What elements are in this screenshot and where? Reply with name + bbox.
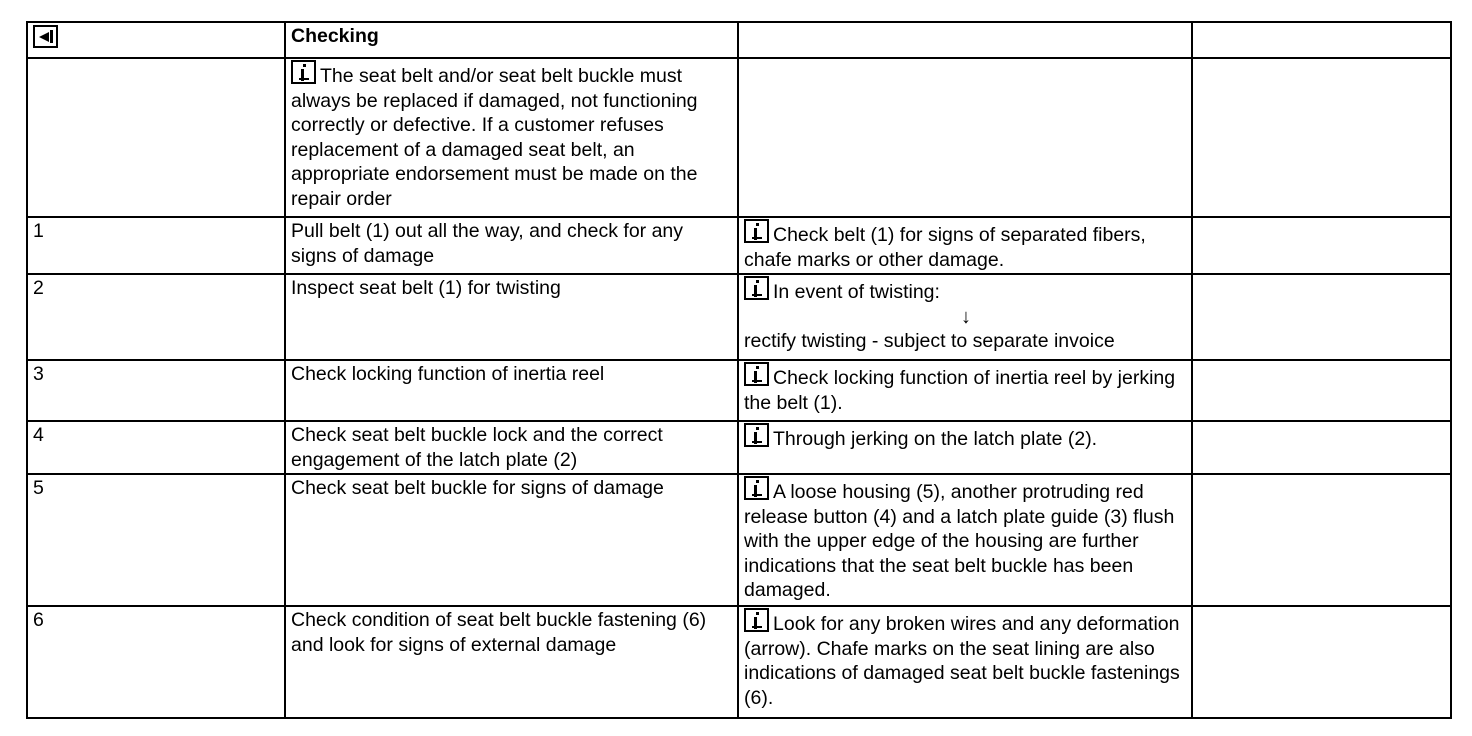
info-text: Check locking function of inertia reel by jerking the belt (1). bbox=[744, 367, 1176, 414]
info-cell bbox=[738, 274, 1192, 360]
info-text: Look for any broken wires and any deformation (arrow). Chafe marks on the seat lining are also indications of damaged seat belt buckle fastenings (6). bbox=[744, 613, 1180, 709]
info-text: Through jerking on the latch plate (2). bbox=[773, 428, 1098, 450]
step-number: 1 bbox=[27, 217, 285, 274]
info-cell bbox=[738, 217, 1192, 274]
empty-cell bbox=[1192, 421, 1451, 474]
info-cell bbox=[738, 360, 1192, 421]
table-row bbox=[27, 606, 1451, 718]
table-row bbox=[27, 217, 1451, 274]
info-icon bbox=[744, 423, 769, 447]
info-text: A loose housing (5), another protruding red release button (4) and a latch plate guide (3) flush with the upper edge of the housing are further indications that the seat belt buckle has been damaged. bbox=[744, 481, 1175, 601]
action-text: Inspect seat belt (1) for twisting bbox=[285, 274, 738, 360]
step-number: 6 bbox=[27, 606, 285, 718]
step-number: 2 bbox=[27, 274, 285, 360]
info-icon bbox=[744, 476, 769, 500]
info-icon bbox=[744, 608, 769, 632]
info-icon bbox=[744, 276, 769, 300]
action-text: Check condition of seat belt buckle fastening (6) and look for signs of external damage bbox=[285, 606, 738, 718]
header-row bbox=[27, 22, 1451, 58]
empty-cell bbox=[1192, 360, 1451, 421]
action-text: Check seat belt buckle for signs of damage bbox=[285, 474, 738, 606]
action-text: Check locking function of inertia reel bbox=[285, 360, 738, 421]
empty-cell bbox=[738, 58, 1192, 217]
result-text: rectify twisting - subject to separate invoice bbox=[744, 329, 1115, 352]
header-empty-cell bbox=[738, 22, 1192, 58]
note-cell bbox=[285, 58, 738, 217]
step-cell bbox=[27, 58, 285, 217]
header-icon-cell bbox=[27, 22, 285, 58]
step-number: 4 bbox=[27, 421, 285, 474]
empty-cell bbox=[1192, 274, 1451, 360]
down-arrow-icon: ↓ bbox=[961, 305, 971, 328]
empty-cell bbox=[1192, 217, 1451, 274]
table-row bbox=[27, 274, 1451, 360]
info-cell bbox=[738, 606, 1192, 718]
info-text: In event of twisting: bbox=[773, 281, 940, 303]
info-cell bbox=[738, 421, 1192, 474]
action-text: Pull belt (1) out all the way, and check for any signs of damage bbox=[285, 217, 738, 274]
note-text: The seat belt and/or seat belt buckle must always be replaced if damaged, not functioning correctly or defective. If a customer refuses replacement of a damaged seat belt, an appropriate endorsement must be made on the repair order bbox=[291, 65, 698, 210]
empty-cell bbox=[1192, 474, 1451, 606]
table-row bbox=[27, 360, 1451, 421]
procedure-table bbox=[26, 21, 1452, 719]
back-arrow-icon[interactable] bbox=[33, 25, 58, 48]
table-row bbox=[27, 421, 1451, 474]
section-title: Checking bbox=[285, 22, 738, 58]
step-number: 5 bbox=[27, 474, 285, 606]
info-text: Check belt (1) for signs of separated fibers, chafe marks or other damage. bbox=[744, 224, 1146, 271]
info-icon bbox=[744, 362, 769, 386]
empty-cell bbox=[1192, 606, 1451, 718]
empty-cell bbox=[1192, 58, 1451, 217]
info-icon bbox=[744, 219, 769, 243]
info-cell bbox=[738, 474, 1192, 606]
note-row bbox=[27, 58, 1451, 217]
info-icon bbox=[291, 60, 316, 84]
table-row bbox=[27, 474, 1451, 606]
header-empty-cell bbox=[1192, 22, 1451, 58]
step-number: 3 bbox=[27, 360, 285, 421]
action-text: Check seat belt buckle lock and the correct engagement of the latch plate (2) bbox=[285, 421, 738, 474]
